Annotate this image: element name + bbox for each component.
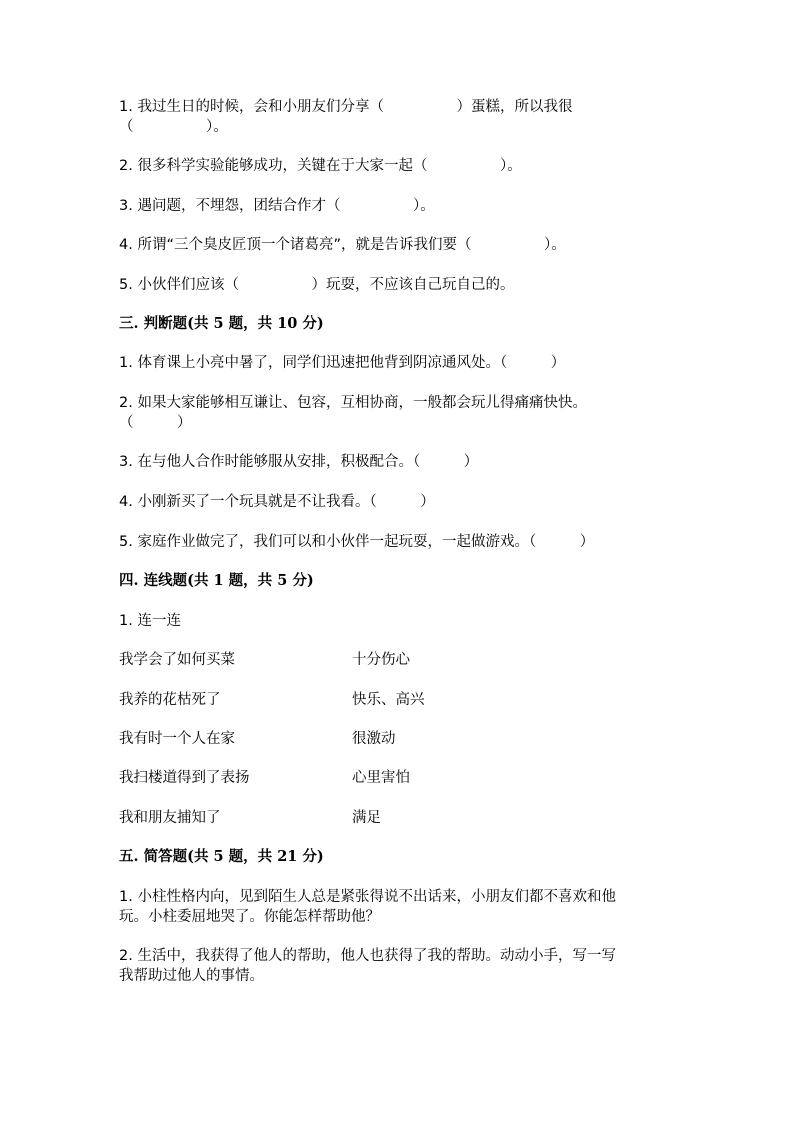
match-left-item: 我学会了如何买菜 (119, 652, 235, 668)
fill-question-4: 4. 所谓“三个臭皮匠顶一个诸葛亮”，就是告诉我们要（ ）。 (119, 237, 566, 253)
judge-question-4: 4. 小刚新买了一个玩具就是不让我看。（ ） (119, 494, 435, 510)
short-answer-2-line2: 我帮助过他人的事情。 (119, 968, 264, 984)
section-3-heading: 三. 判断题(共 5 题，共 10 分) (119, 315, 324, 332)
match-question-1: 1. 连一连 (119, 613, 181, 629)
match-left-item: 我养的花枯死了 (119, 692, 221, 708)
short-answer-2-line1: 2. 生活中，我获得了他人的帮助，他人也获得了我的帮助。动动小手，写一写 (119, 948, 616, 964)
fill-question-3: 3. 遇问题，不埋怨，团结合作才（ ）。 (119, 198, 435, 214)
judge-question-5: 5. 家庭作业做完了，我们可以和小伙伴一起玩耍，一起做游戏。（ ） (119, 534, 595, 550)
judge-question-3: 3. 在与他人合作时能够服从安排，积极配合。（ ） (119, 454, 479, 470)
judge-question-2-line1: 2. 如果大家能够相互谦让、包容，互相协商，一般都会玩儿得痛痛快快。 (119, 395, 587, 411)
match-right-item: 快乐、高兴 (352, 692, 425, 708)
short-answer-1-line2: 玩。小柱委屈地哭了。你能怎样帮助他？ (119, 909, 380, 925)
judge-question-1: 1. 体育课上小亮中暑了，同学们迅速把他背到阴凉通风处。（ ） (119, 355, 566, 371)
fill-question-1-line2: （ ）。 (119, 119, 228, 135)
section-5-heading: 五. 简答题(共 5 题，共 21 分) (119, 848, 324, 865)
match-left-item: 我扫楼道得到了表扬 (119, 770, 250, 786)
fill-question-5: 5. 小伙伴们应该（ ）玩耍，不应该自己玩自己的。 (119, 277, 515, 293)
match-right-item: 满足 (352, 810, 381, 826)
match-left-item: 我和朋友捕知了 (119, 810, 221, 826)
match-right-item: 很激动 (352, 731, 396, 747)
fill-question-2: 2. 很多科学实验能够成功，关键在于大家一起（ ）。 (119, 158, 522, 174)
match-right-item: 心里害怕 (352, 770, 410, 786)
judge-question-2-line2: （ ） (119, 415, 192, 431)
short-answer-1-line1: 1. 小柱性格内向，见到陌生人总是紧张得说不出话来，小朋友们都不喜欢和他 (119, 889, 616, 905)
section-4-heading: 四. 连线题(共 1 题，共 5 分) (119, 572, 314, 589)
fill-question-1-line1: 1. 我过生日的时候，会和小朋友们分享（ ）蛋糕，所以我很 (119, 99, 573, 115)
match-right-item: 十分伤心 (352, 652, 410, 668)
match-left-item: 我有时一个人在家 (119, 731, 235, 747)
